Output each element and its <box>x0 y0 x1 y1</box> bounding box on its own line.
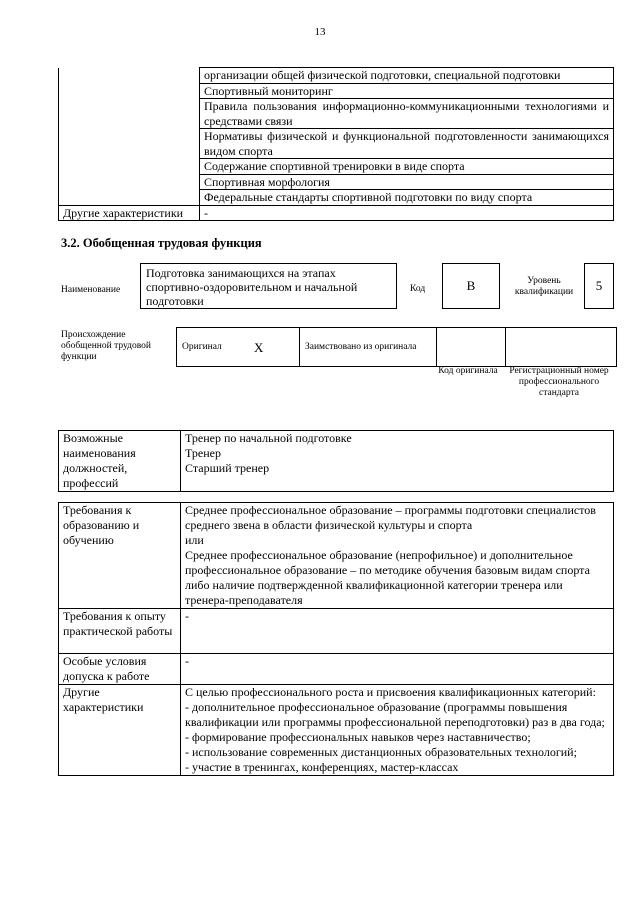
other-line: С целью профессионального роста и присвоения квалификационных категорий: <box>185 685 596 699</box>
education-label: Требования к образованию и обучению <box>59 503 181 609</box>
knowledge-table <box>58 67 614 221</box>
original-label: Оригинал <box>177 328 250 367</box>
registration-caption: Регистрационный номер профессионального стандарта <box>509 366 609 398</box>
knowledge-item: Спортивная морфология <box>200 174 614 190</box>
special-conditions-value: - <box>181 654 614 685</box>
level-label: Уровень квалификации <box>514 276 574 297</box>
registration-number-cell <box>506 328 617 367</box>
knowledge-item: Содержание спортивной тренировки в виде спорта <box>200 159 614 175</box>
origin-label: Происхождение обобщенной трудовой функции <box>61 330 151 362</box>
positions-label: Возможные наименования должностей, профессий <box>59 431 181 492</box>
education-line: или <box>185 533 204 547</box>
position-item: Тренер по начальной подготовке <box>185 431 352 445</box>
knowledge-item: Правила пользования информационно-коммуникационными технологиями и средствами связи <box>200 99 614 129</box>
education-line: Среднее профессиональное образование (непрофильное) и дополнительное профессиональное образование – по методике обучения базовым видам спорта либо наличие подтвержденной квалификационной категории тренера или тренера-преподавателя <box>185 548 590 607</box>
knowledge-item: Нормативы физической и функциональной подготовленности занимающихся видом спорта <box>200 129 614 159</box>
table-cell-empty <box>59 68 200 206</box>
special-conditions-label: Особые условия допуска к работе <box>59 654 181 685</box>
other-label: Другие характеристики <box>59 685 181 776</box>
name-label: Наименование <box>61 285 121 295</box>
positions-values <box>181 431 614 492</box>
function-name-box: Подготовка занимающихся на этапах спортивно-оздоровительном и начальной подготовки <box>140 263 397 309</box>
section-heading: 3.2. Обобщенная трудовая функция <box>61 236 262 250</box>
origin-table <box>176 327 617 367</box>
requirements-table <box>58 502 614 776</box>
experience-value: - <box>181 609 614 654</box>
code-box: B <box>442 263 500 309</box>
code-original-caption: Код оригинала <box>438 366 498 376</box>
experience-label: Требования к опыту практической работы <box>59 609 181 654</box>
other-line: - участие в тренингах, конференциях, мастер-классах <box>185 760 459 774</box>
code-label: Код <box>410 284 426 294</box>
page-number: 13 <box>314 26 326 38</box>
education-value <box>181 503 614 609</box>
other-line: - дополнительное профессиональное образование (программы повышения квалификации или программы профессиональной переподготовки) раз в два года; <box>185 700 605 729</box>
other-characteristics-value: - <box>200 205 614 221</box>
knowledge-item: Федеральные стандарты спортивной подготовки по виду спорта <box>200 190 614 206</box>
other-characteristics-label: Другие характеристики <box>59 205 200 221</box>
level-box: 5 <box>584 263 614 309</box>
knowledge-item: организации общей физической подготовки, специальной подготовки <box>200 68 614 84</box>
position-item: Тренер <box>185 446 221 460</box>
positions-table <box>58 430 614 492</box>
borrowed-label: Заимствовано из оригинала <box>300 328 437 367</box>
education-line: Среднее профессиональное образование – программы подготовки специалистов среднего звена в области физической культуры и спорта <box>185 503 596 532</box>
other-line: - использование современных дистанционных образовательных технологий; <box>185 745 577 759</box>
other-value <box>181 685 614 776</box>
code-original-cell <box>437 328 506 367</box>
knowledge-item: Спортивный мониторинг <box>200 83 614 99</box>
original-mark: X <box>249 328 300 367</box>
position-item: Старший тренер <box>185 461 270 475</box>
other-line: - формирование профессиональных навыков через наставничество; <box>185 730 531 744</box>
